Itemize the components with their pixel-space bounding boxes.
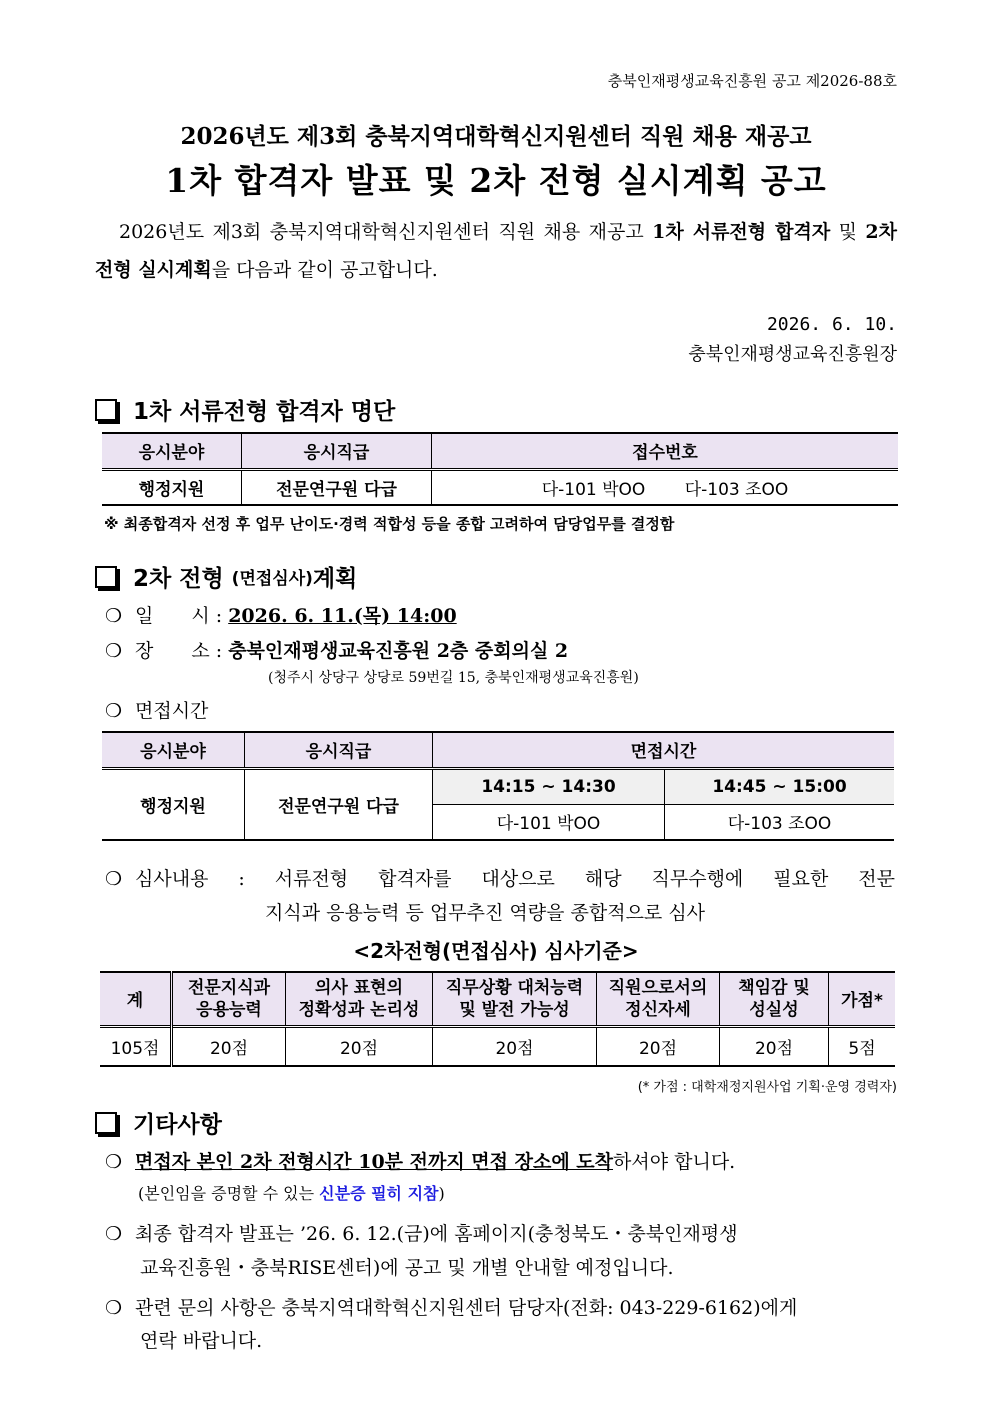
criteria-header-responsibility: 책임감 및 성실성 bbox=[720, 972, 829, 1026]
criteria-table: 계 전문지식과 응용능력 의사 표현의 정확성과 논리성 직무상황 대처능력 및 발전 가능성 직원으로서의 정신자세 책임감 및 성실성 가점* 105점 20점 20점 20점 20점 20점 5점 bbox=[100, 971, 895, 1067]
criteria-header-knowledge: 전문지식과 응용능력 bbox=[172, 972, 286, 1026]
issuer: 충북인재평생교육진흥원장 bbox=[688, 344, 897, 365]
selection-note: ※ 최종합격자 선정 후 업무 난이도·경력 적합성 등을 종합 고려하여 담당업무를 결정함 bbox=[104, 515, 675, 533]
checkbox-square-icon bbox=[95, 1112, 117, 1134]
announcement-date: 2026. 6. 10. bbox=[766, 314, 897, 335]
notice-item-id: (본인임을 증명할 수 있는 신분증 필히 지참) bbox=[138, 1184, 445, 1203]
section1-heading: 1차 서류전형 합격자 명단 bbox=[95, 393, 395, 426]
criteria-header-bonus: 가점* bbox=[829, 972, 896, 1026]
criteria-title: <2차전형(면접심사) 심사기준> bbox=[353, 939, 639, 963]
interview-place: ❍ 장 소 : 충북인재평생교육진흥원 2층 중회의실 2 bbox=[105, 640, 569, 662]
criteria-header-attitude: 직원으로서의 정신자세 bbox=[597, 972, 720, 1026]
notice-item-final-line2: 교육진흥원・충북RISE센터)에 공고 및 개별 안내할 예정입니다. bbox=[140, 1257, 674, 1279]
passed-candidates-table: 응시분야 응시직급 접수번호 행정지원 전문연구원 다급 다-101 박OO 다-103 조OO bbox=[102, 432, 898, 506]
notice-item-contact: ❍ 관련 문의 사항은 충북지역대학혁신지원센터 담당자(전화: 043-229-6162)에게 bbox=[105, 1297, 798, 1319]
place-address: (청주시 상당구 상당로 59번길 15, 충북인재평생교육진흥원) bbox=[268, 670, 639, 686]
notice-item-contact-line2: 연락 바랍니다. bbox=[140, 1330, 263, 1352]
section3-heading: 기타사항 bbox=[95, 1106, 222, 1139]
criteria-note: (* 가점 : 대학재정지원사업 기획·운영 경력자) bbox=[637, 1080, 897, 1095]
evaluation-content: ❍ 심사내용 : 서류전형 합격자를 대상으로 해당 직무수행에 필요한 전문 bbox=[105, 868, 895, 890]
announcement-number: 충북인재평생교육진흥원 공고 제2026-88호 bbox=[607, 72, 897, 90]
section2-heading: 2차 전형 (면접심사) 계획 bbox=[95, 560, 357, 593]
interview-schedule-table: 응시분야 응시직급 면접시간 행정지원 전문연구원 다급 14:15 ~ 14:30 14:45 ~ 15:00 다-101 박OO 다-103 조OO bbox=[102, 731, 894, 841]
criteria-header-expression: 의사 표현의 정확성과 논리성 bbox=[286, 972, 433, 1026]
evaluation-content-line2: 지식과 응용능력 등 업무추진 역량을 종합적으로 심사 bbox=[265, 902, 706, 924]
intro-paragraph: 2026년도 제3회 충북지역대학혁신지원센터 직원 채용 재공고 1차 서류전형 합격자 및 2차 전형 실시계획을 다음과 같이 공고합니다. bbox=[95, 221, 897, 281]
interview-time-label: ❍ 면접시간 bbox=[105, 700, 209, 722]
notice-item-arrival: ❍ 면접자 본인 2차 전형시간 10분 전까지 면접 장소에 도착하셔야 합니다. bbox=[105, 1151, 736, 1173]
checkbox-square-icon bbox=[95, 566, 117, 588]
checkbox-square-icon bbox=[95, 399, 117, 421]
notice-item-final: ❍ 최종 합격자 발표는 ’26. 6. 12.(금)에 홈페이지(충청북도・충북인재평생 bbox=[105, 1223, 738, 1245]
page-title: 1차 합격자 발표 및 2차 전형 실시계획 공고 bbox=[165, 161, 827, 200]
criteria-header-total: 계 bbox=[100, 972, 172, 1026]
criteria-header-situation: 직무상황 대처능력 및 발전 가능성 bbox=[433, 972, 597, 1026]
interview-date: ❍ 일 시 : 2026. 6. 11.(목) 14:00 bbox=[105, 605, 457, 627]
title-line1: 2026년도 제3회 충북지역대학혁신지원센터 직원 채용 재공고 bbox=[180, 123, 812, 150]
